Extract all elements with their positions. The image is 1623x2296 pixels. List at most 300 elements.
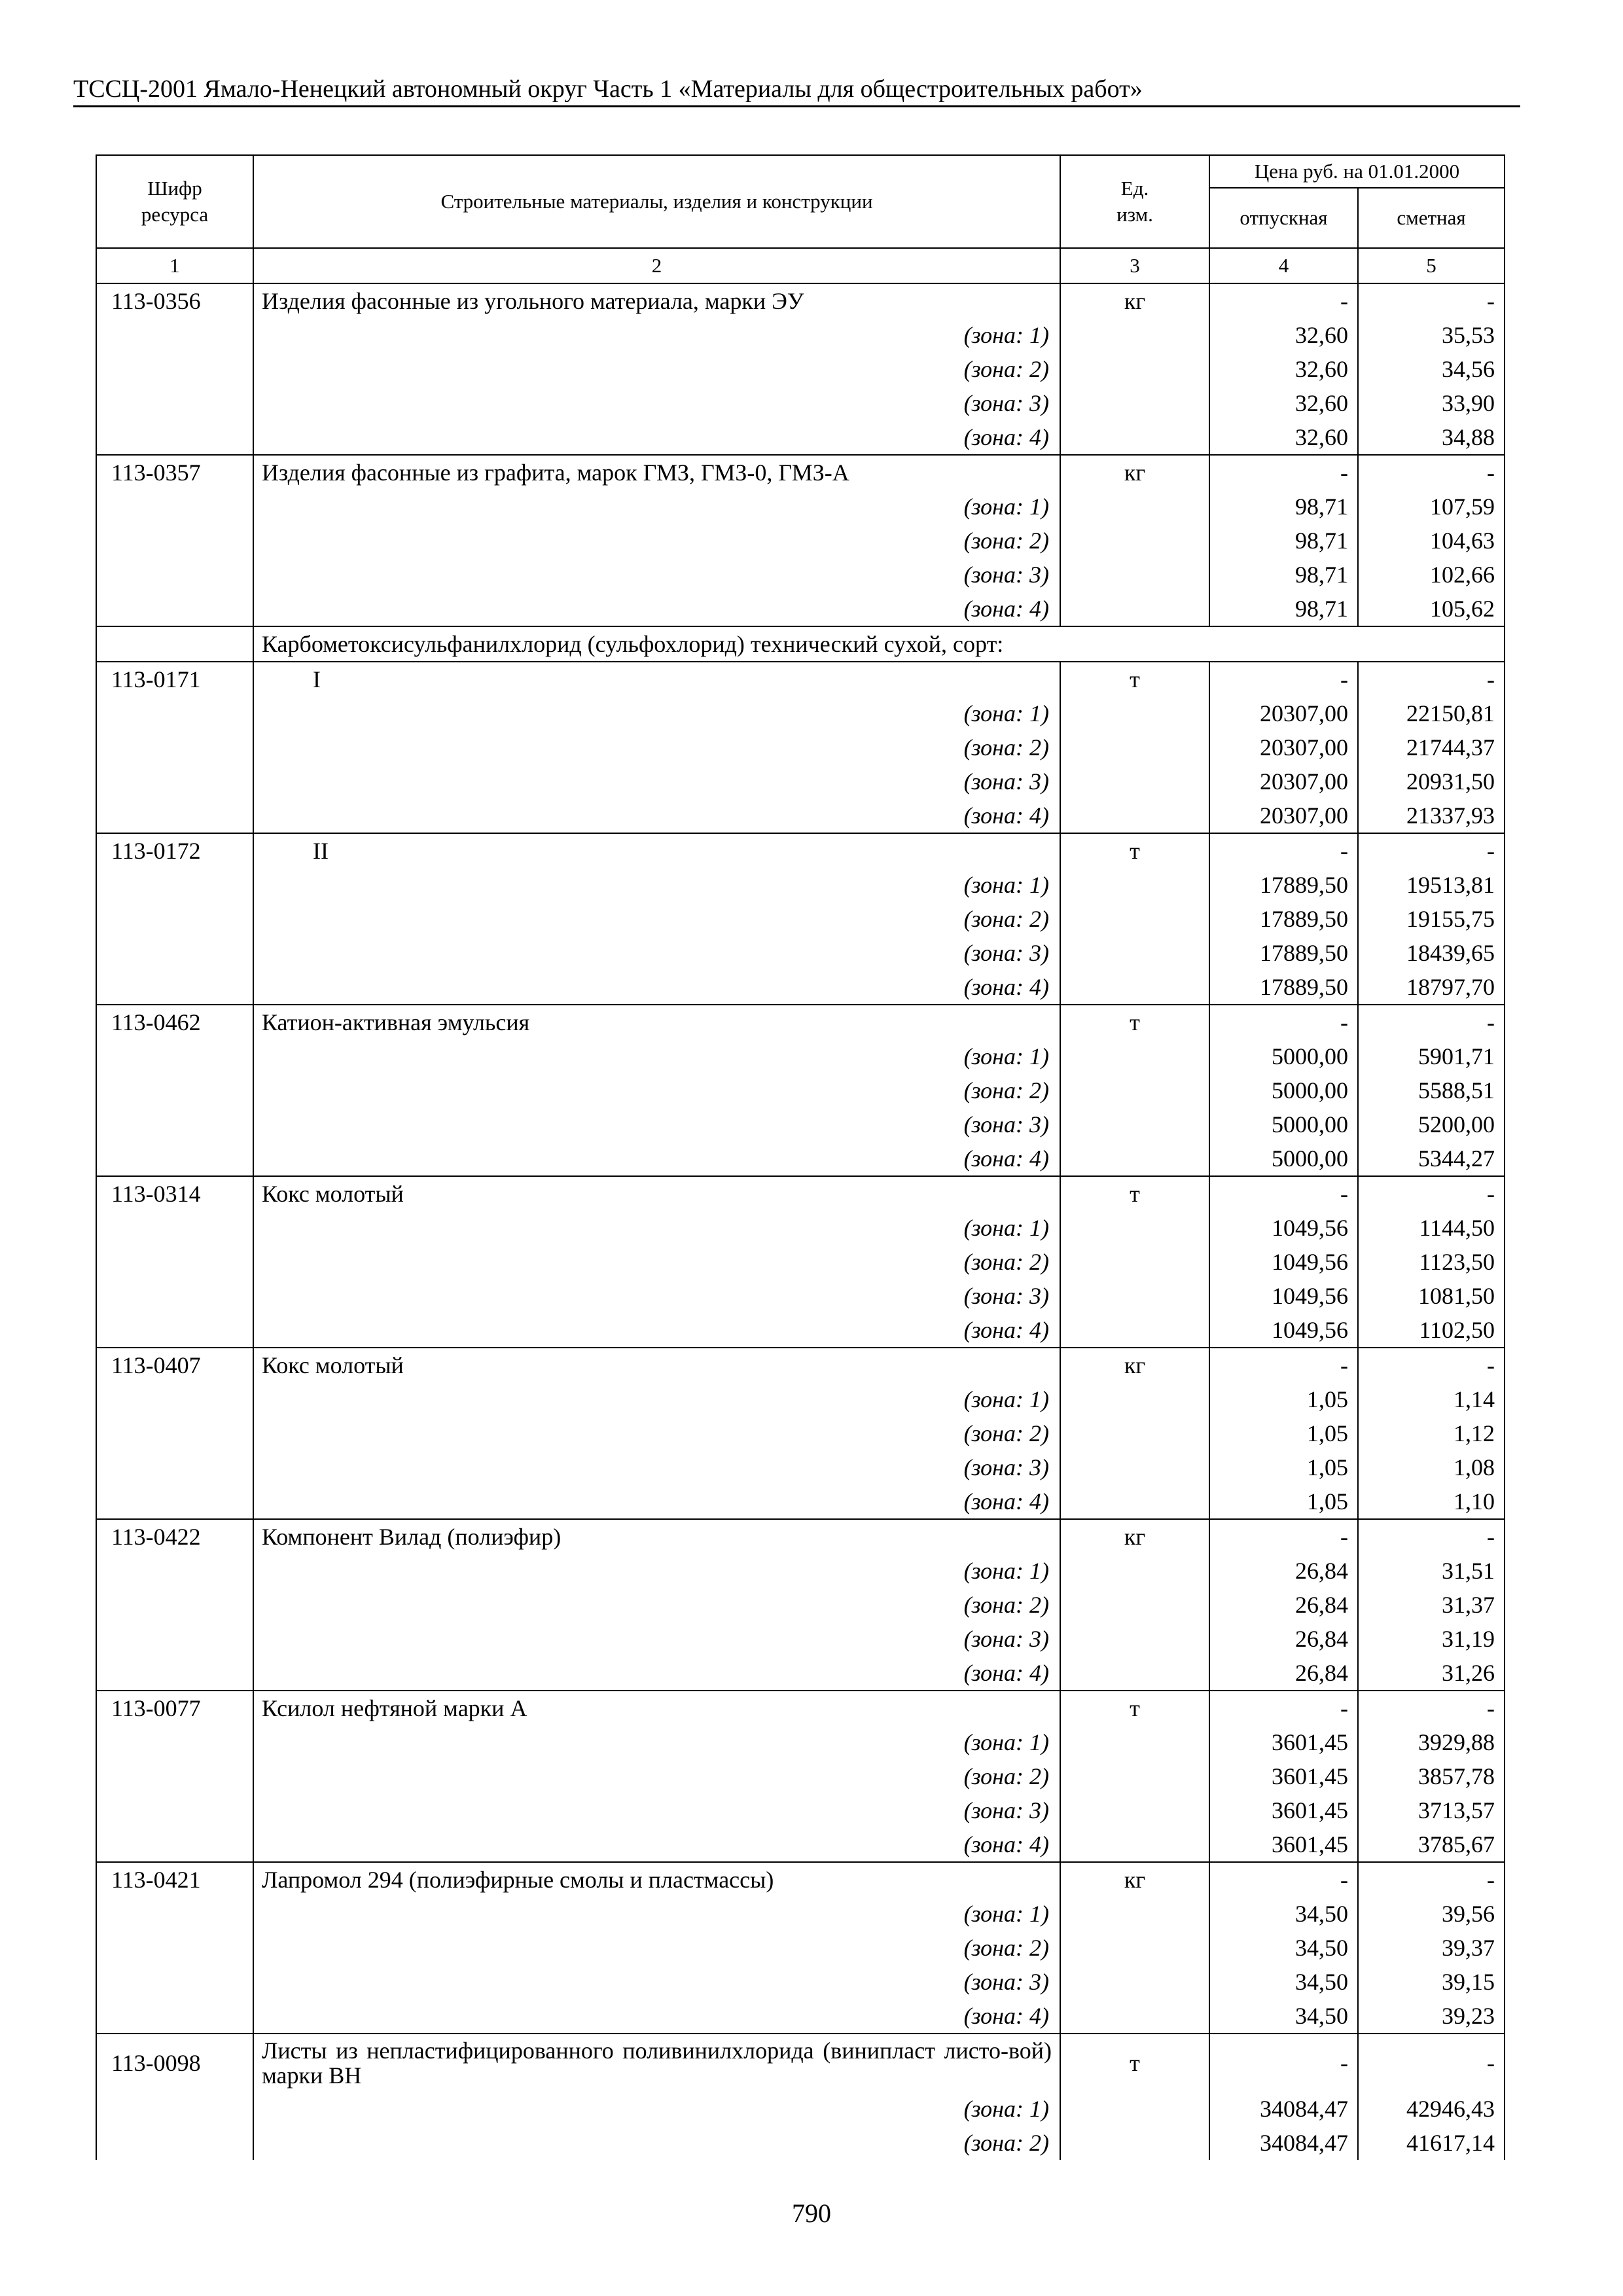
estimate-price: 1123,50 [1358,1245,1505,1279]
zone-label: (зона: 3) [253,1622,1060,1656]
estimate-price: 3929,88 [1358,1725,1505,1759]
empty-cell [96,970,253,1005]
empty-cell [1060,490,1209,524]
release-price: 34,50 [1209,1931,1358,1965]
estimate-price: - [1358,1691,1505,1725]
empty-cell [1060,524,1209,558]
release-price: 26,84 [1209,1656,1358,1691]
empty-cell [96,490,253,524]
estimate-price: - [1358,283,1505,318]
zone-label: (зона: 1) [253,1897,1060,1931]
zone-label: (зона: 3) [253,1450,1060,1484]
release-price: 20307,00 [1209,764,1358,798]
empty-cell [96,1588,253,1622]
table-row-zone [96,1416,1505,1450]
empty-cell [96,1554,253,1588]
zone-label: (зона: 2) [253,902,1060,936]
release-price: 1,05 [1209,1382,1358,1416]
zone-label: (зона: 1) [253,868,1060,902]
zone-label: (зона: 4) [253,1141,1060,1176]
zone-label: (зона: 2) [253,352,1060,386]
empty-cell [1060,902,1209,936]
empty-cell [1060,1245,1209,1279]
table-row-zone [96,1588,1505,1622]
estimate-price: 41617,14 [1358,2126,1505,2160]
zone-label: (зона: 3) [253,386,1060,420]
empty-cell [1060,1073,1209,1107]
estimate-price: 31,37 [1358,1588,1505,1622]
material-name: Компонент Вилад (полиэфир) [253,1519,1060,1554]
empty-cell [96,1999,253,2034]
empty-cell [96,420,253,455]
release-price: 20307,00 [1209,798,1358,833]
release-price: 3601,45 [1209,1759,1358,1793]
material-name: Кокс молотый [253,1348,1060,1382]
table-row-group [96,626,1505,662]
table-row-zone [96,386,1505,420]
empty-cell [1060,318,1209,352]
release-price: 20307,00 [1209,730,1358,764]
table-row-item [96,283,1505,318]
material-name: Изделия фасонные из угольного материала, марки ЭУ [253,283,1060,318]
empty-cell [96,352,253,386]
unit-of-measure: т [1060,1176,1209,1211]
release-price: 1,05 [1209,1484,1358,1519]
zone-label: (зона: 2) [253,1416,1060,1450]
empty-cell [1060,1793,1209,1827]
table-row-item [96,455,1505,490]
zone-label: (зона: 3) [253,1965,1060,1999]
resource-code: 113-0171 [96,662,253,696]
empty-cell [96,592,253,626]
table-row-zone [96,764,1505,798]
empty-cell [1060,696,1209,730]
empty-cell [1060,798,1209,833]
table-row-zone [96,1931,1505,1965]
empty-cell [1060,1313,1209,1348]
release-price: 17889,50 [1209,902,1358,936]
table-row-item [96,833,1505,868]
estimate-price: 18439,65 [1358,936,1505,970]
column-header-code: Шифр ресурса [96,155,253,248]
table-row-zone [96,1450,1505,1484]
table-row-zone [96,696,1505,730]
empty-cell [1060,1656,1209,1691]
empty-cell [1060,592,1209,626]
zone-label: (зона: 4) [253,592,1060,626]
empty-cell [96,1073,253,1107]
resource-code: 113-0172 [96,833,253,868]
estimate-price: 19513,81 [1358,868,1505,902]
empty-cell [1060,1827,1209,1862]
table-row-zone [96,1279,1505,1313]
empty-cell [96,1931,253,1965]
release-price: 32,60 [1209,386,1358,420]
unit-of-measure: кг [1060,283,1209,318]
table-row-item [96,662,1505,696]
release-price: 3601,45 [1209,1725,1358,1759]
release-price: 98,71 [1209,558,1358,592]
zone-label: (зона: 2) [253,1759,1060,1793]
table-row-zone [96,2126,1505,2160]
estimate-price: 104,63 [1358,524,1505,558]
table-row-zone [96,318,1505,352]
zone-label: (зона: 4) [253,1656,1060,1691]
release-price: 1,05 [1209,1416,1358,1450]
table-row-zone [96,902,1505,936]
empty-cell [1060,1382,1209,1416]
estimate-price: 39,56 [1358,1897,1505,1931]
estimate-price: 21744,37 [1358,730,1505,764]
table-row-zone [96,1313,1505,1348]
empty-cell [96,1759,253,1793]
empty-cell [96,902,253,936]
table-row-zone [96,1897,1505,1931]
empty-cell [96,1382,253,1416]
release-price: 3601,45 [1209,1827,1358,1862]
empty-cell [96,1656,253,1691]
estimate-price: 39,23 [1358,1999,1505,2034]
table-row-zone [96,936,1505,970]
material-name: Катион-активная эмульсия [253,1005,1060,1039]
empty-cell [96,626,253,662]
table-row-zone [96,1107,1505,1141]
release-price: 3601,45 [1209,1793,1358,1827]
release-price: 5000,00 [1209,1107,1358,1141]
zone-label: (зона: 1) [253,318,1060,352]
estimate-price: 3713,57 [1358,1793,1505,1827]
unit-of-measure: кг [1060,1348,1209,1382]
column-header-release: отпускная [1209,188,1358,248]
release-price: - [1209,1862,1358,1897]
release-price: 20307,00 [1209,696,1358,730]
empty-cell [96,1450,253,1484]
zone-label: (зона: 1) [253,1039,1060,1073]
estimate-price: 22150,81 [1358,696,1505,730]
zone-label: (зона: 1) [253,2092,1060,2126]
resource-code: 113-0422 [96,1519,253,1554]
empty-cell [96,524,253,558]
zone-label: (зона: 4) [253,1999,1060,2034]
table-row-item [96,1176,1505,1211]
release-price: - [1209,833,1358,868]
empty-cell [96,1484,253,1519]
estimate-price: 102,66 [1358,558,1505,592]
unit-of-measure: т [1060,1691,1209,1725]
table-row-zone [96,2092,1505,2126]
unit-of-measure: т [1060,1005,1209,1039]
material-name: Изделия фасонные из графита, марок ГМЗ, ГМЗ-0, ГМЗ-А [253,455,1060,490]
empty-cell [96,1211,253,1245]
table-row-zone [96,730,1505,764]
estimate-price: 5344,27 [1358,1141,1505,1176]
zone-label: (зона: 4) [253,1484,1060,1519]
estimate-price: 35,53 [1358,318,1505,352]
estimate-price: 1,14 [1358,1382,1505,1416]
release-price: - [1209,2034,1358,2092]
empty-cell [1060,352,1209,386]
table-row-zone [96,1827,1505,1862]
unit-of-measure: т [1060,2034,1209,2092]
release-price: 1049,56 [1209,1279,1358,1313]
material-name: Ксилол нефтяной марки А [253,1691,1060,1725]
table-row-zone [96,1656,1505,1691]
table-row-item [96,2034,1505,2092]
material-name: II [253,833,1060,868]
release-price: 98,71 [1209,592,1358,626]
resource-code: 113-0098 [96,2034,253,2092]
release-price: 26,84 [1209,1588,1358,1622]
release-price: 32,60 [1209,352,1358,386]
resource-code: 113-0421 [96,1862,253,1897]
release-price: - [1209,455,1358,490]
table-row-zone [96,592,1505,626]
empty-cell [96,2126,253,2160]
release-price: - [1209,283,1358,318]
release-price: 32,60 [1209,318,1358,352]
zone-label: (зона: 3) [253,1793,1060,1827]
estimate-price: - [1358,1005,1505,1039]
zone-label: (зона: 3) [253,936,1060,970]
empty-cell [1060,386,1209,420]
column-number: 4 [1209,248,1358,283]
estimate-price: 5901,71 [1358,1039,1505,1073]
column-number: 3 [1060,248,1209,283]
empty-cell [96,696,253,730]
table-row-zone [96,798,1505,833]
zone-label: (зона: 4) [253,798,1060,833]
empty-cell [96,1725,253,1759]
estimate-price: 1,12 [1358,1416,1505,1450]
release-price: 1049,56 [1209,1245,1358,1279]
empty-cell [96,1039,253,1073]
table-row-zone [96,1759,1505,1793]
material-name: Лапромол 294 (полиэфирные смолы и пластмассы) [253,1862,1060,1897]
column-header-price: Цена руб. на 01.01.2000 [1209,155,1505,188]
unit-of-measure: т [1060,662,1209,696]
release-price: 32,60 [1209,420,1358,455]
zone-label: (зона: 4) [253,970,1060,1005]
estimate-price: 31,19 [1358,1622,1505,1656]
estimate-price: 3785,67 [1358,1827,1505,1862]
empty-cell [1060,1279,1209,1313]
header-rule [73,105,1520,107]
zone-label: (зона: 1) [253,1382,1060,1416]
price-table [96,154,1505,2160]
table-row-zone [96,1484,1505,1519]
estimate-price: - [1358,662,1505,696]
column-number: 2 [253,248,1060,283]
empty-cell [1060,1141,1209,1176]
empty-cell [1060,868,1209,902]
estimate-price: - [1358,1176,1505,1211]
release-price: - [1209,1519,1358,1554]
release-price: 5000,00 [1209,1039,1358,1073]
release-price: 1049,56 [1209,1313,1358,1348]
empty-cell [96,1965,253,1999]
zone-label: (зона: 2) [253,1073,1060,1107]
table-row-zone [96,1793,1505,1827]
estimate-price: 1102,50 [1358,1313,1505,1348]
estimate-price: 1144,50 [1358,1211,1505,1245]
zone-label: (зона: 3) [253,764,1060,798]
zone-label: (зона: 1) [253,1725,1060,1759]
column-header-unit: Ед. изм. [1060,155,1209,248]
empty-cell [96,1107,253,1141]
empty-cell [96,1279,253,1313]
empty-cell [1060,1484,1209,1519]
zone-label: (зона: 3) [253,1279,1060,1313]
estimate-price: 5588,51 [1358,1073,1505,1107]
empty-cell [1060,558,1209,592]
estimate-price: 34,56 [1358,352,1505,386]
zone-label: (зона: 2) [253,1245,1060,1279]
empty-cell [96,1141,253,1176]
estimate-price: 42946,43 [1358,2092,1505,2126]
empty-cell [96,318,253,352]
empty-cell [1060,1622,1209,1656]
unit-of-measure: кг [1060,1519,1209,1554]
table-row-item [96,1691,1505,1725]
table-row-zone [96,868,1505,902]
zone-label: (зона: 2) [253,524,1060,558]
release-price: - [1209,1691,1358,1725]
empty-cell [96,2092,253,2126]
estimate-price: - [1358,1519,1505,1554]
release-price: 17889,50 [1209,936,1358,970]
table-row-zone [96,1622,1505,1656]
empty-cell [96,730,253,764]
resource-code: 113-0314 [96,1176,253,1211]
resource-code: 113-0357 [96,455,253,490]
estimate-price: 39,37 [1358,1931,1505,1965]
empty-cell [1060,1450,1209,1484]
empty-cell [1060,2092,1209,2126]
zone-label: (зона: 2) [253,730,1060,764]
zone-label: (зона: 4) [253,1827,1060,1862]
release-price: - [1209,1348,1358,1382]
table-row-zone [96,1211,1505,1245]
empty-cell [1060,1965,1209,1999]
table-row-item [96,1519,1505,1554]
resource-code: 113-0356 [96,283,253,318]
table-row-zone [96,524,1505,558]
release-price: 98,71 [1209,524,1358,558]
empty-cell [1060,1931,1209,1965]
estimate-price: - [1358,455,1505,490]
empty-cell [1060,1759,1209,1793]
material-name: I [253,662,1060,696]
estimate-price: 34,88 [1358,420,1505,455]
release-price: 34,50 [1209,1965,1358,1999]
estimate-price: - [1358,2034,1505,2092]
running-header: ТССЦ-2001 Ямало-Ненецкий автономный округ Часть 1 «Материалы для общестроительных работ» [73,75,1143,103]
empty-cell [1060,764,1209,798]
empty-cell [1060,1897,1209,1931]
zone-label: (зона: 4) [253,420,1060,455]
estimate-price: 1,08 [1358,1450,1505,1484]
empty-cell [96,1245,253,1279]
empty-cell [1060,1554,1209,1588]
table-row-zone [96,420,1505,455]
release-price: - [1209,1176,1358,1211]
table-row-item [96,1862,1505,1897]
page-number: 790 [792,2198,831,2228]
empty-cell [96,558,253,592]
zone-label: (зона: 1) [253,696,1060,730]
empty-cell [96,1793,253,1827]
table-row-zone [96,1039,1505,1073]
release-price: 26,84 [1209,1554,1358,1588]
empty-cell [96,764,253,798]
column-header-estimate: сметная [1358,188,1505,248]
zone-label: (зона: 4) [253,1313,1060,1348]
table-row-zone [96,490,1505,524]
table-row-item [96,1348,1505,1382]
table-row-zone [96,1245,1505,1279]
release-price: 34,50 [1209,1999,1358,2034]
group-heading: Карбометоксисульфанилхлорид (сульфохлорид) технический сухой, сорт: [253,626,1505,662]
resource-code: 113-0462 [96,1005,253,1039]
empty-cell [1060,1107,1209,1141]
estimate-price: 19155,75 [1358,902,1505,936]
empty-cell [1060,730,1209,764]
estimate-price: 33,90 [1358,386,1505,420]
release-price: 26,84 [1209,1622,1358,1656]
release-price: 1,05 [1209,1450,1358,1484]
release-price: 34,50 [1209,1897,1358,1931]
empty-cell [1060,1725,1209,1759]
release-price: 5000,00 [1209,1141,1358,1176]
empty-cell [96,868,253,902]
estimate-price: 1,10 [1358,1484,1505,1519]
table-row-zone [96,1999,1505,2034]
zone-label: (зона: 1) [253,1554,1060,1588]
release-price: 17889,50 [1209,970,1358,1005]
estimate-price: - [1358,1348,1505,1382]
zone-label: (зона: 2) [253,1931,1060,1965]
estimate-price: 1081,50 [1358,1279,1505,1313]
estimate-price: 5200,00 [1358,1107,1505,1141]
zone-label: (зона: 3) [253,1107,1060,1141]
empty-cell [1060,1039,1209,1073]
empty-cell [1060,1999,1209,2034]
estimate-price: 107,59 [1358,490,1505,524]
empty-cell [96,798,253,833]
empty-cell [1060,2126,1209,2160]
estimate-price: 3857,78 [1358,1759,1505,1793]
table-row-zone [96,1382,1505,1416]
estimate-price: 18797,70 [1358,970,1505,1005]
zone-label: (зона: 3) [253,558,1060,592]
column-header-name: Строительные материалы, изделия и конструкции [253,155,1060,248]
zone-label: (зона: 1) [253,1211,1060,1245]
estimate-price: - [1358,1862,1505,1897]
resource-code: 113-0407 [96,1348,253,1382]
release-price: - [1209,662,1358,696]
table-row-item [96,1005,1505,1039]
estimate-price: 39,15 [1358,1965,1505,1999]
release-price: 5000,00 [1209,1073,1358,1107]
empty-cell [96,1313,253,1348]
estimate-price: 31,26 [1358,1656,1505,1691]
release-price: 34084,47 [1209,2092,1358,2126]
table-row-zone [96,352,1505,386]
table-body [96,283,1505,2160]
unit-of-measure: кг [1060,1862,1209,1897]
release-price: 1049,56 [1209,1211,1358,1245]
release-price: 17889,50 [1209,868,1358,902]
